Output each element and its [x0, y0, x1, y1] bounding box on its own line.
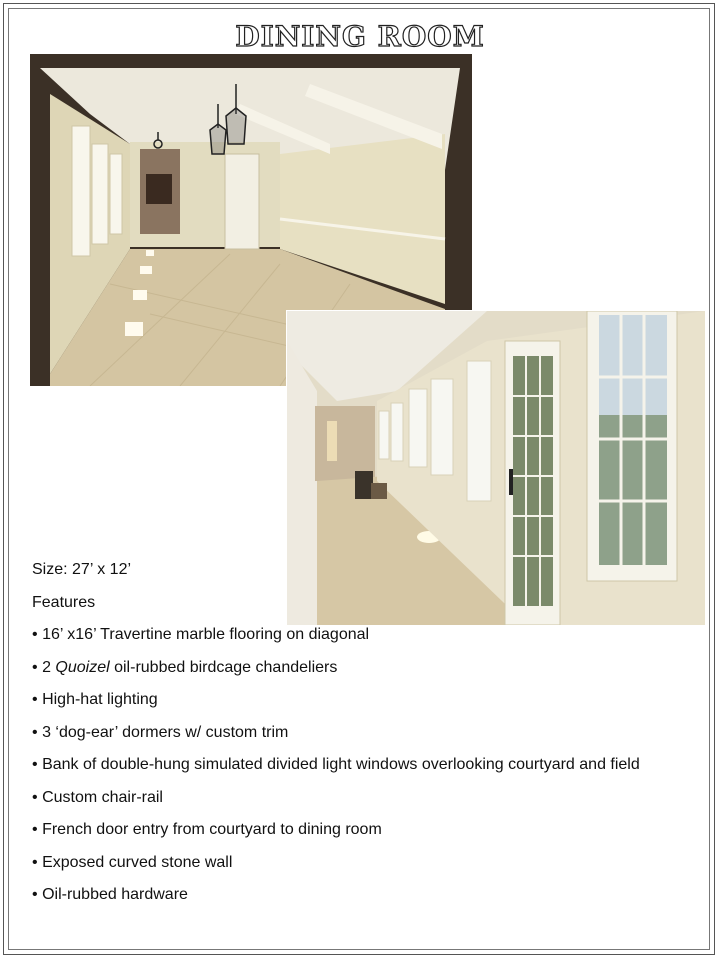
room-size: Size: 27’ x 12’ [32, 561, 132, 578]
page-title: DINING ROOM [235, 20, 485, 53]
feature-item: • 16’ x16’ Travertine marble flooring on diagonal [32, 626, 370, 643]
feature-item: • Bank of double-hung simulated divided light windows overlooking courtyard and field [32, 756, 640, 773]
feature-item: • Exposed curved stone wall [32, 853, 233, 871]
features-list [32, 625, 672, 905]
features-heading: Features [32, 593, 96, 611]
feature-item: • Oil-rubbed hardware [32, 886, 188, 903]
feature-item: • French door entry from courtyard to dining room [32, 821, 382, 838]
feature-item: • 2 Quoizel oil-rubbed birdcage chandeliers [32, 658, 338, 676]
feature-item: • 3 ‘dog-ear’ dormers w/ custom trim [32, 723, 289, 741]
feature-item: • Custom chair-rail [32, 788, 163, 806]
feature-item: • High-hat lighting [32, 691, 158, 708]
room-details [32, 560, 672, 918]
